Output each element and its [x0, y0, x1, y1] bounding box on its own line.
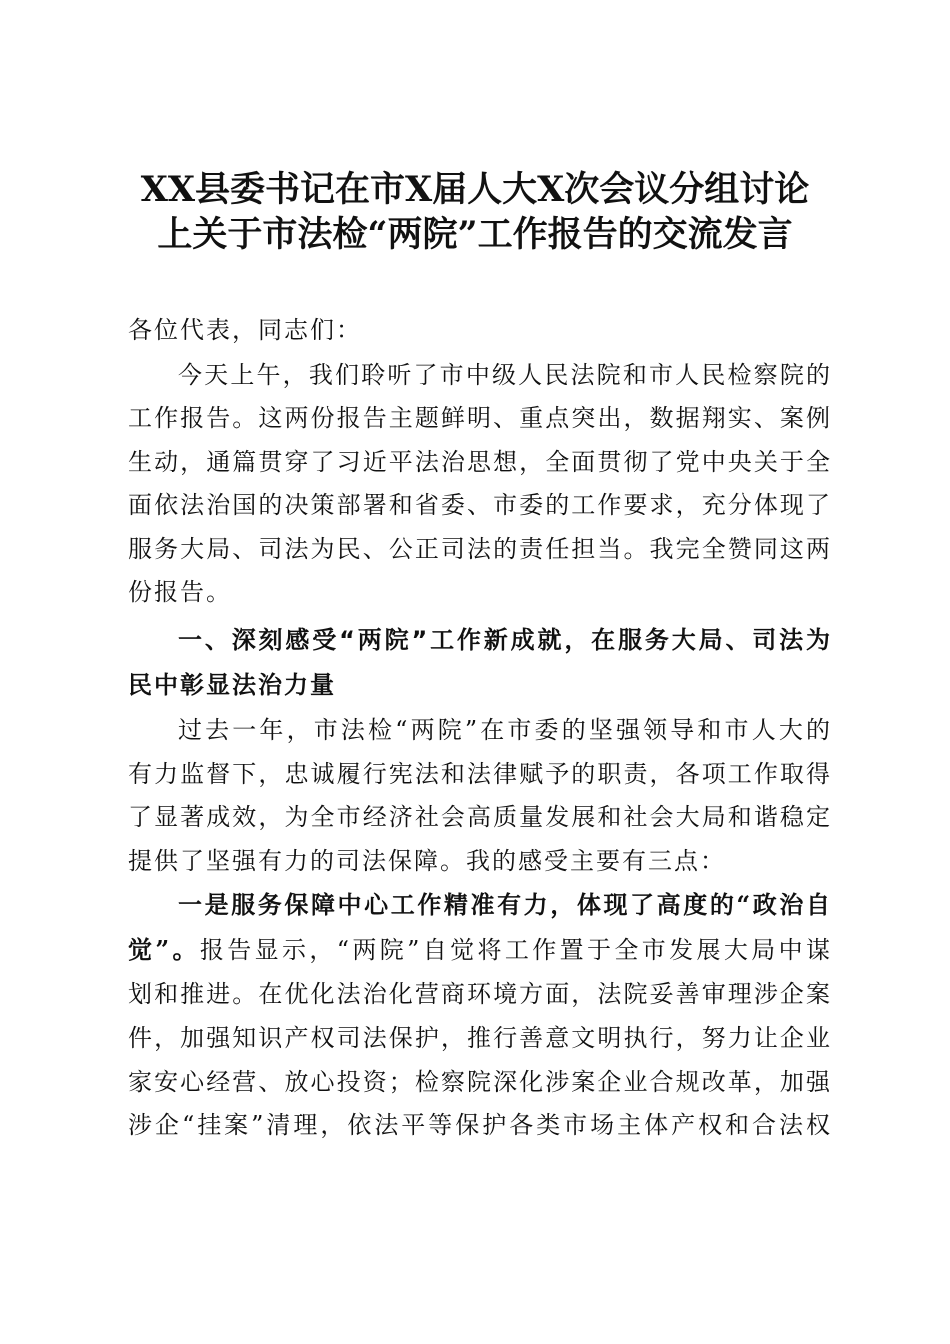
line-text: 生动，通篇贯穿了习近平法治思想，全面贯彻了党中央关于全 — [128, 448, 830, 476]
line-text: 涉企“挂案”清理，依法平等保护各类市场主体产权和合法权 — [128, 1111, 830, 1139]
line-text: 划和推进。在优化法治化营商环境方面，法院妥善审理涉企案 — [128, 980, 830, 1008]
line-text: 份报告。 — [128, 578, 232, 606]
text-line — [128, 708, 830, 752]
line-text: 提供了坚强有力的司法保障。我的感受主要有三点： — [128, 847, 726, 875]
line-text: 报告显示，“两院”自觉将工作置于全市发展大局中谋 — [199, 936, 830, 964]
bold-lead-text: 觉”。 — [128, 935, 200, 964]
line-text: 件，加强知识产权司法保护，推行善意文明执行，努力让企业 — [128, 1024, 830, 1052]
text-line — [128, 483, 830, 527]
line-text: 家安心经营、放心投资；检察院深化涉案企业合规改革，加强 — [128, 1068, 830, 1096]
line-text: 面依法治国的决策部署和省委、市委的工作要求，充分体现了 — [128, 491, 830, 519]
line-text: 了显著成效，为全市经济社会高质量发展和社会大局和谐稳定 — [128, 803, 830, 831]
line-text: 各位代表，同志们： — [128, 316, 362, 344]
text-line — [128, 618, 830, 662]
line-text: 过去一年，市法检“两院”在市委的坚强领导和市人大的 — [178, 716, 830, 744]
text-line — [128, 1016, 830, 1060]
text-line — [128, 839, 830, 883]
line-text: 有力监督下，忠诚履行宪法和法律赋予的职责，各项工作取得 — [128, 760, 830, 788]
text-line — [128, 972, 830, 1016]
line-text: 一、深刻感受“两院”工作新成就，在服务大局、司法为 — [178, 626, 830, 654]
line-text: 工作报告。这两份报告主题鲜明、重点突出，数据翔实、案例 — [128, 404, 830, 432]
line-text: 今天上午，我们聆听了市中级人民法院和市人民检察院的 — [178, 361, 830, 389]
text-line — [128, 1103, 830, 1147]
title-line-1: XX县委书记在市X届人大X次会议分组讨论 — [140, 169, 810, 210]
text-line — [128, 663, 830, 707]
bold-lead-text: 一是服务保障中心工作精准有力，体现了高度的“政治自 — [178, 890, 830, 919]
text-line — [128, 440, 830, 484]
text-line — [128, 527, 830, 571]
text-line — [128, 1060, 830, 1104]
text-line — [128, 752, 830, 796]
text-line — [128, 308, 830, 352]
text-line — [128, 570, 830, 614]
text-line — [128, 928, 830, 972]
line-text: 服务大局、司法为民、公正司法的责任担当。我完全赞同这两 — [128, 535, 830, 563]
text-line — [128, 353, 830, 397]
text-line — [128, 795, 830, 839]
text-line — [128, 396, 830, 440]
line-text: 民中彰显法治力量 — [128, 671, 336, 699]
text-line — [128, 883, 830, 927]
title-line-2: 上关于市法检“两院”工作报告的交流发言 — [157, 214, 793, 255]
